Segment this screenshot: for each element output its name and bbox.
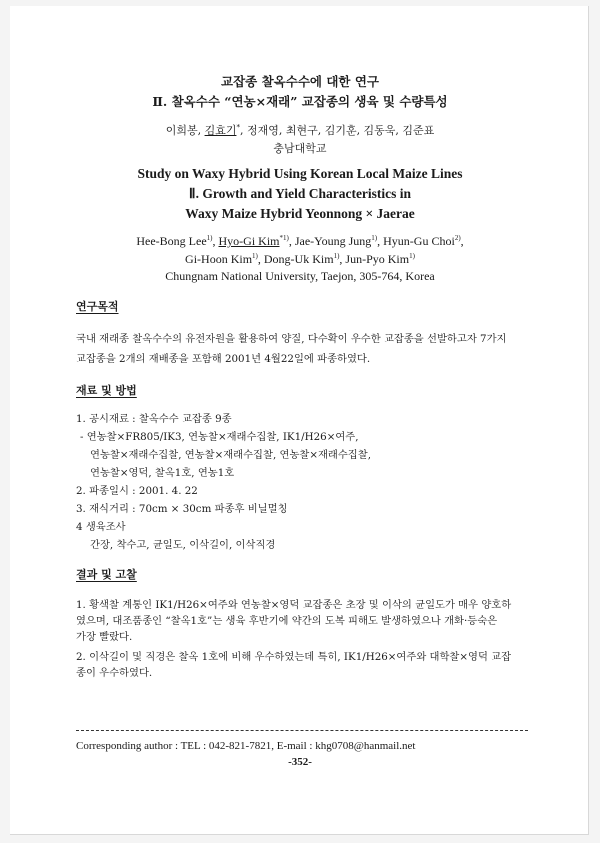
author-choi-affil-mark: 2) [454,234,461,242]
results-p1-line2: 였으며, 대조품종인 “찰옥1호”는 생육 후반기에 약간의 도복 피해도 발생하였으나 개화·등숙은 [76,615,498,627]
methods-item-4-sub: 간장, 착수고, 균일도, 이삭길이, 이삭직경 [90,539,276,551]
footer-divider [76,730,528,731]
results-p2-line2: 종이 우수하였다. [76,667,153,679]
page-number: -352- [288,756,312,768]
author-jung: Jae-Young Jung [294,234,372,248]
english-affiliation: Chungnam National University, Taejon, 305-764, Korea [165,269,435,283]
english-author-line2 [0,252,600,267]
author-lee: Hee-Bong Lee [136,234,207,248]
purpose-text-line2: 교잡종을 2개의 재배종을 포함해 2001년 4월22일에 파종하였다. [76,353,371,365]
author-jp-kim: Jun-Pyo Kim [345,252,410,266]
author-names-after: , 정재영, 최현구, 김기훈, 김동욱, 김준표 [239,124,435,137]
author-sep: , [257,252,264,266]
results-p2-line1: 2. 이삭길이 및 직경은 찰옥 1호에 비해 우수하였는데 특히, IK1/H26×여주와 대학찰×영덕 교잡 [76,651,512,663]
methods-item-3: 3. 재식거리 : 70cm × 30cm 파종후 비닐멀칭 [76,503,288,515]
author-du-kim-affil-mark: 1) [333,252,340,260]
author-sep: , [212,234,219,248]
english-title-line2: Ⅱ. Growth and Yield Characteristics in [188,186,412,201]
corresponding-author-ko: 김효기 [204,124,237,137]
purpose-text-line1: 국내 재래종 찰옥수수의 유전자원을 활용하여 양질, 다수확이 우수한 교잡종을 선발하고자 7가지 [76,333,507,345]
author-kim-affil-mark: *1) [279,234,289,242]
methods-item-4: 4 생육조사 [76,521,126,533]
methods-item-1-sub2: 연농찰×재래수집찰, 연농찰×재래수집찰, 연농찰×재래수집찰, [90,449,371,461]
english-author-line1 [0,234,600,249]
korean-title-line1: 교잡종 찰옥수수에 대한 연구 [221,74,379,89]
results-p1-line3: 가장 빨랐다. [76,631,133,643]
korean-affiliation: 충남대학교 [273,142,327,155]
english-title-line3: Waxy Maize Hybrid Yeonnong × Jaerae [185,206,415,221]
author-jp-kim-affil-mark: 1) [409,252,415,260]
methods-item-2: 2. 파종일시 : 2001. 4. 22 [76,485,198,497]
methods-item-1-sub1: - 연농찰×FR805/IK3, 연농찰×재래수집찰, IK1/H26×여주, [80,431,359,443]
author-kim-corresponding: Hyo-Gi Kim [218,234,280,248]
korean-author-list [0,122,600,138]
author-jung-affil-mark: 1) [371,234,378,242]
section-heading-methods: 재료 및 방법 [76,384,137,397]
author-du-kim: Dong-Uk Kim [263,252,334,266]
author-sep: , [377,234,384,248]
english-title-line1: Study on Waxy Hybrid Using Korean Local Maize Lines [137,166,463,181]
author-choi: Hyun-Gu Choi [383,234,455,248]
results-p1-line1: 1. 황색찰 계통인 IK1/H26×여주와 연농찰×영덕 교잡종은 초장 및 이삭의 균일도가 매우 양호하 [76,599,512,611]
korean-title-line2: Ⅱ. 찰옥수수 “연농×재래” 교잡종의 생육 및 수량특성 [152,94,448,109]
author-sep: , [460,234,464,248]
methods-item-1: 1. 공시재료 : 찰옥수수 교잡종 9종 [76,413,232,425]
author-lee-affil-mark: 1) [206,234,213,242]
author-names-before: 이희봉, [165,124,205,137]
author-gh-kim-affil-mark: 1) [252,252,258,260]
author-gh-kim: Gi-Hoon Kim [185,252,253,266]
author-sep: , [339,252,346,266]
section-heading-purpose: 연구목적 [76,300,119,313]
methods-item-1-sub3: 연농찰×영덕, 찰옥1호, 연농1호 [90,467,235,479]
corresponding-author-footer: Corresponding author : TEL : 042-821-7821, E-mail : khg0708@hanmail.net [76,740,416,752]
section-heading-results: 결과 및 고찰 [76,568,137,581]
corresponding-mark: * [236,123,240,132]
author-sep: , [288,234,295,248]
